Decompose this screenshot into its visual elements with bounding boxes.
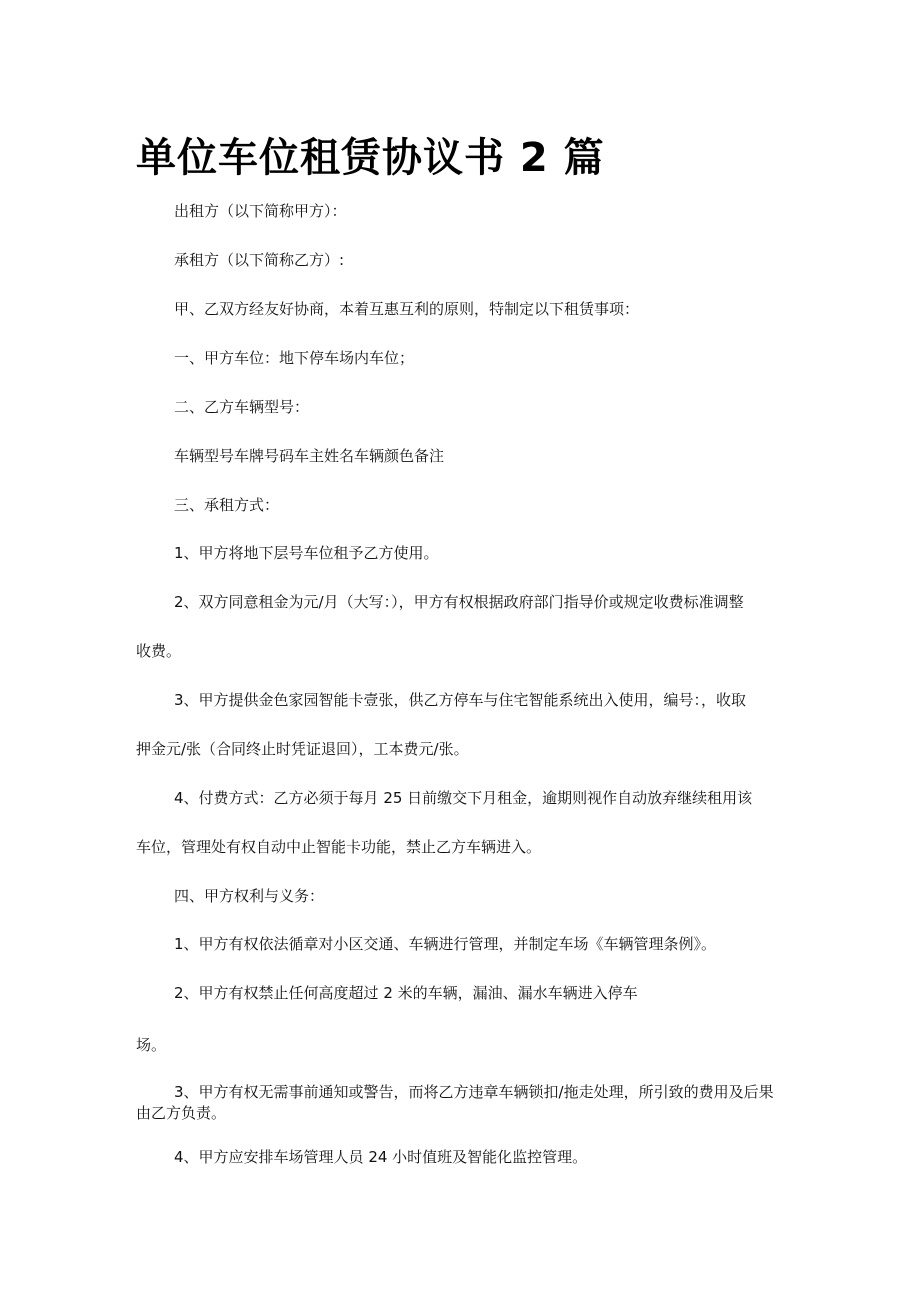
clause-3-line: 三、承租方式： [174, 496, 280, 514]
item-3-4-cont-line: 车位，管理处有权自动中止智能卡功能，禁止乙方车辆进入。 [136, 838, 542, 856]
item-3-2-cont-line: 收费。 [136, 642, 182, 660]
item-3-3-line: 3、甲方提供金色家园智能卡壹张，供乙方停车与住宅智能系统出入使用，编号：，收取 [174, 691, 747, 709]
lessee-line: 承租方（以下简称乙方）: [174, 251, 345, 269]
preamble-line: 甲、乙双方经友好协商，本着互惠互利的原则，特制定以下租赁事项： [174, 300, 640, 318]
item-4-4-line: 4、甲方应安排车场管理人员 24 小时值班及智能化监控管理。 [174, 1148, 588, 1166]
clause-4-line: 四、甲方权利与义务： [174, 887, 325, 905]
vehicle-fields-line: 车辆型号车牌号码车主姓名车辆颜色备注 [174, 447, 445, 465]
item-4-2-line: 2、甲方有权禁止任何高度超过 2 米的车辆，漏油、漏水车辆进入停车 [174, 984, 638, 1002]
item-3-3-cont-line: 押金元/张（合同终止时凭证退回），工本费元/张。 [136, 740, 469, 758]
document-title: 单位车位租赁协议书 2 篇 [136, 135, 605, 181]
clause-1-line: 一、甲方车位：地下停车场内车位； [174, 349, 415, 367]
lessor-line: 出租方（以下简称甲方）： [174, 202, 347, 220]
item-3-4-line: 4、付费方式：乙方必须于每月 25 日前缴交下月租金，逾期则视作自动放弃继续租用该 [174, 789, 753, 807]
item-3-1-line: 1、甲方将地下层号车位租予乙方使用。 [174, 544, 439, 562]
item-3-2-line: 2、双方同意租金为元/月（大写：），甲方有权根据政府部门指导价或规定收费标准调整 [174, 593, 744, 611]
clause-2-line: 二、乙方车辆型号： [174, 398, 310, 416]
item-4-2-cont-line: 场。 [136, 1036, 167, 1054]
item-4-3-paragraph: 3、甲方有权无需事前通知或警告，而将乙方违章车辆锁扣/拖走处理，所引致的费用及后果由乙方负责。 [136, 1083, 774, 1122]
item-4-1-line: 1、甲方有权依法循章对小区交通、车辆进行管理，并制定车场《车辆管理条例》。 [174, 935, 717, 953]
